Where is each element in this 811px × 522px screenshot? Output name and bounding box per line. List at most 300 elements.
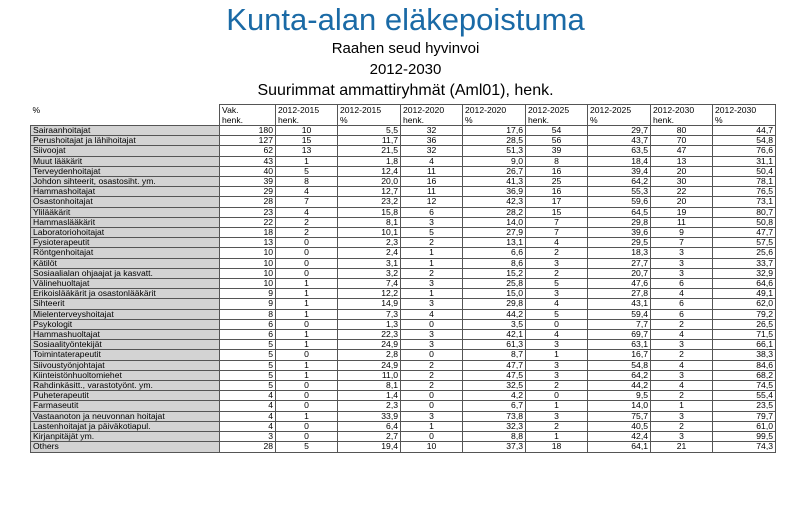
table-cell: 29,8 xyxy=(463,299,526,309)
table-cell: 79,7 xyxy=(713,411,776,421)
table-cell: 44,2 xyxy=(588,381,651,391)
page-title: Kunta-alan eläkepoistuma xyxy=(226,2,585,37)
table-row xyxy=(31,136,776,146)
table-cell: 8,7 xyxy=(463,350,526,360)
table-cell: 3 xyxy=(651,258,713,268)
table-cell: 0 xyxy=(401,432,463,442)
table-row xyxy=(31,146,776,156)
table-row xyxy=(31,207,776,217)
table-row xyxy=(31,268,776,278)
table-body xyxy=(31,126,776,453)
table-cell: 22 xyxy=(220,217,276,227)
occupation-label: Osastonhoitajat xyxy=(31,197,220,207)
table-cell: 0 xyxy=(276,238,338,248)
table-cell: 32,9 xyxy=(713,268,776,278)
table-cell: 2 xyxy=(651,350,713,360)
table-cell: 43,1 xyxy=(588,299,651,309)
occupation-label: Hammashoitajat xyxy=(31,187,220,197)
table-cell: 6 xyxy=(651,309,713,319)
occupation-label: Röntgenhoitajat xyxy=(31,248,220,258)
table-cell: 20,7 xyxy=(588,268,651,278)
occupation-label: Ylilääkärit xyxy=(31,207,220,217)
table-cell: 55,4 xyxy=(713,391,776,401)
table-cell: 21,5 xyxy=(338,146,401,156)
table-cell: 4 xyxy=(651,360,713,370)
table-cell: 18,4 xyxy=(588,156,651,166)
table-cell: 24,9 xyxy=(338,340,401,350)
table-cell: 0 xyxy=(276,350,338,360)
occupation-label: Välinehuoltajat xyxy=(31,279,220,289)
table-cell: 49,1 xyxy=(713,289,776,299)
table-cell: 3,5 xyxy=(463,319,526,329)
table-cell: 64,5 xyxy=(588,207,651,217)
table-cell: 0 xyxy=(401,391,463,401)
table-cell: 11 xyxy=(401,166,463,176)
table-cell: 42,4 xyxy=(588,432,651,442)
table-cell: 1 xyxy=(651,401,713,411)
table-cell: 10,1 xyxy=(338,228,401,238)
table-cell: 76,6 xyxy=(713,146,776,156)
table-cell: 0 xyxy=(276,421,338,431)
occupation-label: Fysioterapeutit xyxy=(31,238,220,248)
table-cell: 29,5 xyxy=(588,238,651,248)
table-row xyxy=(31,360,776,370)
table-cell: 9 xyxy=(220,289,276,299)
table-cell: 75,7 xyxy=(588,411,651,421)
table-cell: 2 xyxy=(651,319,713,329)
table-cell: 76,5 xyxy=(713,187,776,197)
column-header: 2012-2015 henk. xyxy=(276,105,338,126)
table-cell: 7,7 xyxy=(588,319,651,329)
table-cell: 3 xyxy=(220,432,276,442)
table-row xyxy=(31,340,776,350)
table-cell: 55,3 xyxy=(588,187,651,197)
subtitle-period: 2012-2030 xyxy=(369,61,442,78)
table-cell: 17,6 xyxy=(463,126,526,136)
table-cell: 39 xyxy=(220,177,276,187)
table-cell: 57,5 xyxy=(713,238,776,248)
table-cell: 50,4 xyxy=(713,166,776,176)
table-cell: 12,2 xyxy=(338,289,401,299)
table-cell: 5 xyxy=(276,166,338,176)
occupation-label: Siivoustyönjohtajat xyxy=(31,360,220,370)
table-cell: 26,5 xyxy=(713,319,776,329)
table-cell: 0 xyxy=(276,319,338,329)
table-cell: 2,8 xyxy=(338,350,401,360)
table-cell: 1 xyxy=(401,258,463,268)
table-cell: 64,2 xyxy=(588,177,651,187)
table-cell: 56 xyxy=(526,136,588,146)
table-cell: 1 xyxy=(276,370,338,380)
table-cell: 1 xyxy=(401,248,463,258)
table-cell: 2 xyxy=(526,381,588,391)
occupation-label: Sihteerit xyxy=(31,299,220,309)
table-cell: 16 xyxy=(401,177,463,187)
table-cell: 1 xyxy=(276,289,338,299)
column-header: 2012-2025 % xyxy=(588,105,651,126)
table-cell: 9 xyxy=(651,228,713,238)
table-cell: 8 xyxy=(526,156,588,166)
table-cell: 51,3 xyxy=(463,146,526,156)
retirement-table xyxy=(30,104,776,453)
table-cell: 27,9 xyxy=(463,228,526,238)
table-cell: 4 xyxy=(401,309,463,319)
table-cell: 43,7 xyxy=(588,136,651,146)
table-cell: 4 xyxy=(651,289,713,299)
table-cell: 15,0 xyxy=(463,289,526,299)
table-cell: 3 xyxy=(401,299,463,309)
table-cell: 15,2 xyxy=(463,268,526,278)
table-cell: 2 xyxy=(276,217,338,227)
table-cell: 23,5 xyxy=(713,401,776,411)
table-row xyxy=(31,279,776,289)
table-cell: 20 xyxy=(651,166,713,176)
table-cell: 69,7 xyxy=(588,330,651,340)
table-cell: 2 xyxy=(526,421,588,431)
column-header: 2012-2020 henk. xyxy=(401,105,463,126)
table-cell: 73,1 xyxy=(713,197,776,207)
table-cell: 5,5 xyxy=(338,126,401,136)
occupation-label: Toimintaterapeutit xyxy=(31,350,220,360)
table-cell: 39,6 xyxy=(588,228,651,238)
table-cell: 79,2 xyxy=(713,309,776,319)
table-cell: 14,0 xyxy=(463,217,526,227)
table-cell: 3 xyxy=(651,370,713,380)
occupation-label: Rahdinkäsitt., varastotyönt. ym. xyxy=(31,381,220,391)
table-cell: 14,0 xyxy=(588,401,651,411)
table-cell: 39 xyxy=(526,146,588,156)
table-row xyxy=(31,442,776,452)
table-cell: 54 xyxy=(526,126,588,136)
table-cell: 40 xyxy=(220,166,276,176)
table-cell: 33,9 xyxy=(338,411,401,421)
table-cell: 1 xyxy=(401,421,463,431)
table-row xyxy=(31,187,776,197)
occupation-label: Siivoojat xyxy=(31,146,220,156)
table-cell: 12,7 xyxy=(338,187,401,197)
table-cell: 2 xyxy=(651,391,713,401)
table-cell: 5 xyxy=(526,309,588,319)
table-cell: 4 xyxy=(220,401,276,411)
table-cell: 37,3 xyxy=(463,442,526,452)
table-cell: 27,8 xyxy=(588,289,651,299)
table-cell: 22 xyxy=(651,187,713,197)
table-cell: 0 xyxy=(276,258,338,268)
table-cell: 32 xyxy=(401,126,463,136)
table-cell: 11 xyxy=(401,187,463,197)
occupation-label: Psykologit xyxy=(31,319,220,329)
table-cell: 27,7 xyxy=(588,258,651,268)
table-row xyxy=(31,217,776,227)
table-cell: 28,2 xyxy=(463,207,526,217)
table-cell: 62,0 xyxy=(713,299,776,309)
table-row xyxy=(31,370,776,380)
table-cell: 15 xyxy=(276,136,338,146)
table-cell: 10 xyxy=(220,248,276,258)
table-row xyxy=(31,299,776,309)
table-cell: 3 xyxy=(651,340,713,350)
table-cell: 7 xyxy=(651,238,713,248)
table-cell: 6 xyxy=(401,207,463,217)
table-cell: 63,5 xyxy=(588,146,651,156)
table-cell: 47,7 xyxy=(713,228,776,238)
table-cell: 10 xyxy=(276,126,338,136)
table-cell: 6 xyxy=(651,279,713,289)
table-cell: 5 xyxy=(276,442,338,452)
table-cell: 15 xyxy=(526,207,588,217)
table-cell: 6,6 xyxy=(463,248,526,258)
table-cell: 5 xyxy=(220,381,276,391)
table-cell: 8,1 xyxy=(338,217,401,227)
table-cell: 3 xyxy=(401,340,463,350)
table-cell: 40,5 xyxy=(588,421,651,431)
table-row xyxy=(31,258,776,268)
table-cell: 10 xyxy=(220,268,276,278)
table-cell: 20,0 xyxy=(338,177,401,187)
table-cell: 10 xyxy=(401,442,463,452)
occupation-label: Terveydenhoitajat xyxy=(31,166,220,176)
table-cell: 2,3 xyxy=(338,401,401,411)
table-cell: 39,4 xyxy=(588,166,651,176)
table-cell: 41,3 xyxy=(463,177,526,187)
table-cell: 3 xyxy=(526,411,588,421)
table-cell: 2,4 xyxy=(338,248,401,258)
table-cell: 84,6 xyxy=(713,360,776,370)
table-cell: 4,2 xyxy=(463,391,526,401)
table-cell: 4 xyxy=(276,207,338,217)
table-cell: 3 xyxy=(526,370,588,380)
table-cell: 16 xyxy=(526,166,588,176)
occupation-label: Laboratoriohoitajat xyxy=(31,228,220,238)
table-cell: 80 xyxy=(651,126,713,136)
table-row xyxy=(31,228,776,238)
table-cell: 3 xyxy=(651,268,713,278)
table-cell: 6 xyxy=(220,319,276,329)
occupation-label: Erikoislääkärit ja osastonlääkärit xyxy=(31,289,220,299)
table-cell: 2 xyxy=(526,248,588,258)
occupation-label: Kiinteistönhuoltomiehet xyxy=(31,370,220,380)
table-cell: 24,9 xyxy=(338,360,401,370)
table-cell: 1 xyxy=(276,309,338,319)
table-cell: 16,7 xyxy=(588,350,651,360)
table-cell: 1 xyxy=(276,156,338,166)
table-row xyxy=(31,330,776,340)
table-cell: 2 xyxy=(401,268,463,278)
table-cell: 2 xyxy=(401,370,463,380)
table-cell: 2 xyxy=(526,268,588,278)
table-cell: 0 xyxy=(276,248,338,258)
table-cell: 0 xyxy=(401,319,463,329)
table-cell: 8 xyxy=(220,309,276,319)
table-cell: 1 xyxy=(526,432,588,442)
table-row xyxy=(31,248,776,258)
table-cell: 19 xyxy=(651,207,713,217)
table-cell: 1 xyxy=(401,289,463,299)
table-cell: 70 xyxy=(651,136,713,146)
occupation-label: Hammaslääkärit xyxy=(31,217,220,227)
table-cell: 10 xyxy=(220,258,276,268)
table-cell: 2 xyxy=(401,238,463,248)
occupation-label: Sairaanhoitajat xyxy=(31,126,220,136)
table-cell: 3 xyxy=(526,289,588,299)
occupation-label: Vastaanoton ja neuvonnan hoitajat xyxy=(31,411,220,421)
table-row xyxy=(31,411,776,421)
table-cell: 4 xyxy=(276,187,338,197)
table-cell: 3 xyxy=(401,330,463,340)
table-cell: 14,9 xyxy=(338,299,401,309)
table-cell: 2,7 xyxy=(338,432,401,442)
table-cell: 9,5 xyxy=(588,391,651,401)
occupation-label: Mielenterveyshoitajat xyxy=(31,309,220,319)
subtitle-region: Raahen seud hyvinvoi xyxy=(331,40,480,57)
table-cell: 28 xyxy=(220,442,276,452)
table-cell: 0 xyxy=(276,391,338,401)
table-cell: 0 xyxy=(401,401,463,411)
table-cell: 29,8 xyxy=(588,217,651,227)
table-cell: 68,2 xyxy=(713,370,776,380)
table-cell: 63,1 xyxy=(588,340,651,350)
table-cell: 6 xyxy=(220,330,276,340)
table-cell: 0 xyxy=(401,350,463,360)
table-cell: 3 xyxy=(526,340,588,350)
table-cell: 1 xyxy=(276,299,338,309)
table-cell: 25 xyxy=(526,177,588,187)
table-cell: 2 xyxy=(276,228,338,238)
table-cell: 18 xyxy=(526,442,588,452)
table-cell: 25,6 xyxy=(713,248,776,258)
table-cell: 0 xyxy=(276,432,338,442)
table-row xyxy=(31,289,776,299)
table-cell: 19,4 xyxy=(338,442,401,452)
table-cell: 0 xyxy=(276,401,338,411)
table-row xyxy=(31,166,776,176)
table-cell: 42,3 xyxy=(463,197,526,207)
table-cell: 42,1 xyxy=(463,330,526,340)
table-cell: 47 xyxy=(651,146,713,156)
table-cell: 1 xyxy=(276,330,338,340)
table-cell: 61,0 xyxy=(713,421,776,431)
table-cell: 44,7 xyxy=(713,126,776,136)
table-cell: 6 xyxy=(651,299,713,309)
table-cell: 3 xyxy=(526,360,588,370)
table-row xyxy=(31,381,776,391)
table-cell: 7 xyxy=(276,197,338,207)
table-row xyxy=(31,238,776,248)
table-cell: 3,2 xyxy=(338,268,401,278)
table-cell: 8,6 xyxy=(463,258,526,268)
table-cell: 5 xyxy=(526,279,588,289)
table-cell: 99,5 xyxy=(713,432,776,442)
column-header: 2012-2020 % xyxy=(463,105,526,126)
table-cell: 3,1 xyxy=(338,258,401,268)
table-cell: 18 xyxy=(220,228,276,238)
table-cell: 2,3 xyxy=(338,238,401,248)
table-cell: 22,3 xyxy=(338,330,401,340)
table-cell: 1,3 xyxy=(338,319,401,329)
table-cell: 47,5 xyxy=(463,370,526,380)
table-cell: 2 xyxy=(401,381,463,391)
table-row xyxy=(31,309,776,319)
table-cell: 3 xyxy=(401,217,463,227)
table-cell: 13 xyxy=(276,146,338,156)
table-cell: 6,7 xyxy=(463,401,526,411)
table-cell: 5 xyxy=(220,360,276,370)
table-row xyxy=(31,421,776,431)
table-cell: 1 xyxy=(526,401,588,411)
table-cell: 3 xyxy=(401,279,463,289)
table-cell: 32,3 xyxy=(463,421,526,431)
table-cell: 9 xyxy=(220,299,276,309)
occupation-label: Lastenhoitajat ja päiväkotiapul. xyxy=(31,421,220,431)
table-cell: 4 xyxy=(220,391,276,401)
table-header-row xyxy=(31,105,776,126)
table-cell: 33,7 xyxy=(713,258,776,268)
table-cell: 32 xyxy=(401,146,463,156)
table-cell: 1 xyxy=(276,279,338,289)
table-cell: 28 xyxy=(220,197,276,207)
table-cell: 1 xyxy=(526,350,588,360)
column-header: 2012-2030 henk. xyxy=(651,105,713,126)
table-cell: 23 xyxy=(220,207,276,217)
table-cell: 5 xyxy=(220,370,276,380)
column-header: 2012-2025 henk. xyxy=(526,105,588,126)
table-cell: 28,5 xyxy=(463,136,526,146)
table-cell: 4 xyxy=(526,238,588,248)
occupation-label: Puheterapeutit xyxy=(31,391,220,401)
table-cell: 26,7 xyxy=(463,166,526,176)
table-cell: 59,4 xyxy=(588,309,651,319)
table-cell: 43 xyxy=(220,156,276,166)
table-cell: 62 xyxy=(220,146,276,156)
table-cell: 1 xyxy=(276,411,338,421)
table-cell: 13 xyxy=(220,238,276,248)
table-cell: 4 xyxy=(526,299,588,309)
table-cell: 20 xyxy=(651,197,713,207)
table-cell: 23,2 xyxy=(338,197,401,207)
table-cell: 7,3 xyxy=(338,309,401,319)
table-cell: 80,7 xyxy=(713,207,776,217)
table-cell: 7 xyxy=(526,228,588,238)
occupation-label: Sosiaalityöntekijät xyxy=(31,340,220,350)
table-cell: 2 xyxy=(401,360,463,370)
table-row xyxy=(31,156,776,166)
table-cell: 18,3 xyxy=(588,248,651,258)
percent-corner-label: % xyxy=(31,105,220,126)
table-row xyxy=(31,319,776,329)
table-cell: 3 xyxy=(651,432,713,442)
table-cell: 10 xyxy=(220,279,276,289)
table-cell: 4 xyxy=(220,421,276,431)
table-cell: 15,8 xyxy=(338,207,401,217)
table-cell: 4 xyxy=(651,330,713,340)
table-cell: 9,0 xyxy=(463,156,526,166)
table-cell: 61,3 xyxy=(463,340,526,350)
table-cell: 32,5 xyxy=(463,381,526,391)
table-cell: 38,3 xyxy=(713,350,776,360)
occupation-label: Johdon sihteerit, osastosiht. ym. xyxy=(31,177,220,187)
table-row xyxy=(31,391,776,401)
table-cell: 3 xyxy=(651,248,713,258)
table-cell: 0 xyxy=(526,319,588,329)
table-cell: 47,6 xyxy=(588,279,651,289)
table-cell: 4 xyxy=(220,411,276,421)
table-cell: 47,7 xyxy=(463,360,526,370)
table-cell: 13 xyxy=(651,156,713,166)
table-cell: 74,3 xyxy=(713,442,776,452)
table-cell: 4 xyxy=(526,330,588,340)
table-cell: 0 xyxy=(276,268,338,278)
table-cell: 11,7 xyxy=(338,136,401,146)
